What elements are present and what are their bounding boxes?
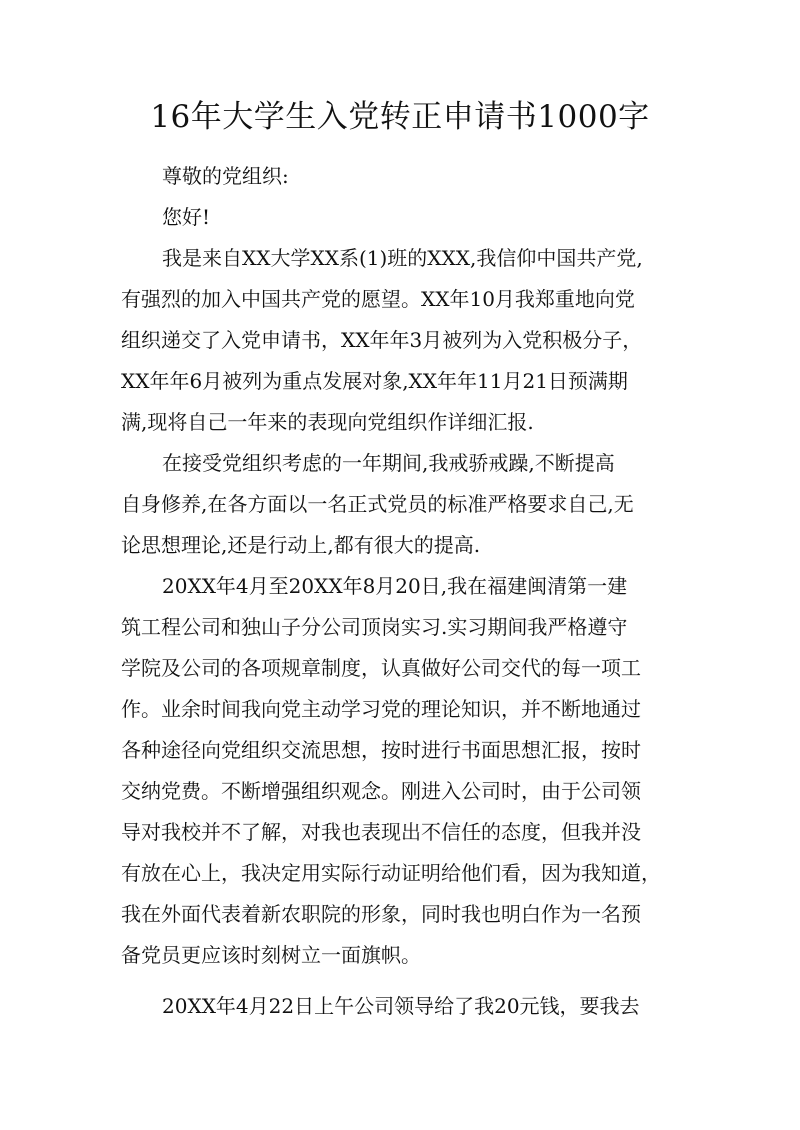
paragraph-line: 导对我校并不了解，对我也表现出不信任的态度，但我并没 xyxy=(121,820,641,844)
paragraph-line: 备党员更应该时刻树立一面旗帜。 xyxy=(121,943,421,967)
paragraph-line: 有放在心上，我决定用实际行动证明给他们看，因为我知道， xyxy=(121,861,661,885)
paragraph-line: 交纳党费。不断增强组织观念。刚进入公司时，由于公司领 xyxy=(121,779,641,803)
paragraph-line: 满,现将自己一年来的表现向党组织作详细汇报. xyxy=(121,410,534,434)
paragraph-line: 我是来自XX大学XX系(1)班的XXX,我信仰中国共产党, xyxy=(162,246,643,270)
salutation-line: 尊敬的党组织: xyxy=(162,164,289,188)
paragraph-line: 在接受党组织考虑的一年期间,我戒骄戒躁,不断提高 xyxy=(162,451,615,475)
greeting-line: 您好! xyxy=(162,205,211,229)
paragraph-line: 组织递交了入党申请书，XX年年3月被列为入党积极分子， xyxy=(121,328,643,352)
paragraph-line: 自身修养,在各方面以一名正式党员的标准严格要求自己,无 xyxy=(121,492,634,516)
paragraph-line: XX年年6月被列为重点发展对象,XX年年11月21日预满期 xyxy=(121,369,628,393)
paragraph-line: 我在外面代表着新农职院的形象，同时我也明白作为一名预 xyxy=(121,902,641,926)
paragraph-line: 作。业余时间我向党主动学习党的理论知识，并不断地通过 xyxy=(121,697,641,721)
paragraph-line: 各种途径向党组织交流思想，按时进行书面思想汇报，按时 xyxy=(121,738,641,762)
paragraph-line: 学院及公司的各项规章制度，认真做好公司交代的每一项工 xyxy=(121,656,641,680)
paragraph-line: 论思想理论,还是行动上,都有很大的提高. xyxy=(121,533,481,557)
document-title: 16年大学生入党转正申请书1000字 xyxy=(150,99,650,135)
paragraph-line: 20XX年4月22日上午公司领导给了我20元钱，要我去 xyxy=(162,994,640,1018)
paragraph-line: 20XX年4月至20XX年8月20日,我在福建闽清第一建 xyxy=(162,574,628,598)
paragraph-line: 筑工程公司和独山子分公司顶岗实习.实习期间我严格遵守 xyxy=(121,615,628,639)
paragraph-line: 有强烈的加入中国共产党的愿望。XX年10月我郑重地向党 xyxy=(121,287,635,311)
